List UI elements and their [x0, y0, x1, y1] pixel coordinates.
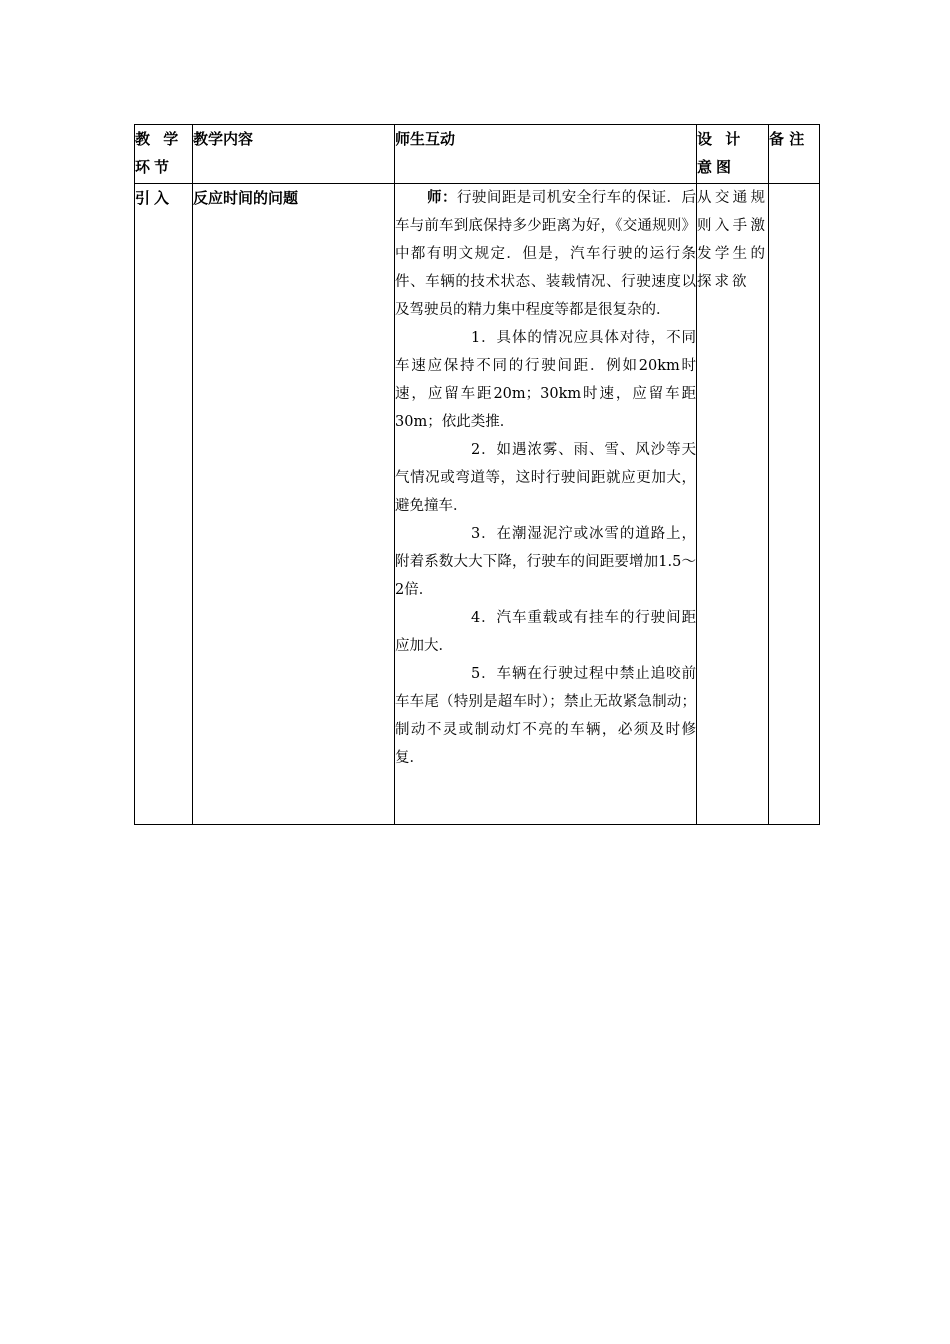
stage-cell: 引入 [135, 184, 193, 825]
list-item: 1．具体的情况应具体对待，不同车速应保持不同的行驶间距．例如20km时速，应留车距20m；30km时速，应留车距30m；依此类推． [395, 330, 696, 430]
header-interaction: 师生互动 [395, 125, 697, 184]
header-intent: 设 计 意图 [697, 125, 769, 184]
header-row [135, 125, 820, 184]
lesson-plan-table [134, 124, 820, 825]
notes-cell [769, 184, 820, 825]
teacher-intro [395, 184, 696, 324]
teacher-label: 师： [427, 190, 457, 206]
interaction-cell [395, 184, 697, 825]
list-item: 4．汽车重载或有挂车的行驶间距应加大． [395, 610, 696, 654]
table-row [135, 184, 820, 825]
teacher-intro-text: 行驶间距是司机安全行车的保证．后车与前车到底保持多少距离为好，《交通规则》中都有明文规定．但是，汽车行驶的运行条件、车辆的技术状态、装载情况、行驶速度以及驾驶员的精力集中程度等都是很复杂的． [395, 190, 697, 318]
header-stage: 教 学环节 [135, 125, 193, 184]
list-item: 2．如遇浓雾、雨、雪、风沙等天气情况或弯道等，这时行驶间距就应更加大，避免撞车． [395, 442, 696, 514]
list-item: 5．车辆在行驶过程中禁止追咬前车车尾（特别是超车时）；禁止无故紧急制动；制动不灵或制动灯不亮的车辆，必须及时修复． [395, 666, 696, 766]
header-content: 教学内容 [193, 125, 395, 184]
intent-cell: 从交通规则入手激发学生的探求欲 [697, 184, 769, 825]
list-item: 3．在潮湿泥泞或冰雪的道路上，附着系数大大下降，行驶车的间距要增加1.5～2倍． [395, 526, 696, 598]
header-notes: 备 注 [769, 125, 820, 184]
content-cell: 反应时间的问题 [193, 184, 395, 825]
